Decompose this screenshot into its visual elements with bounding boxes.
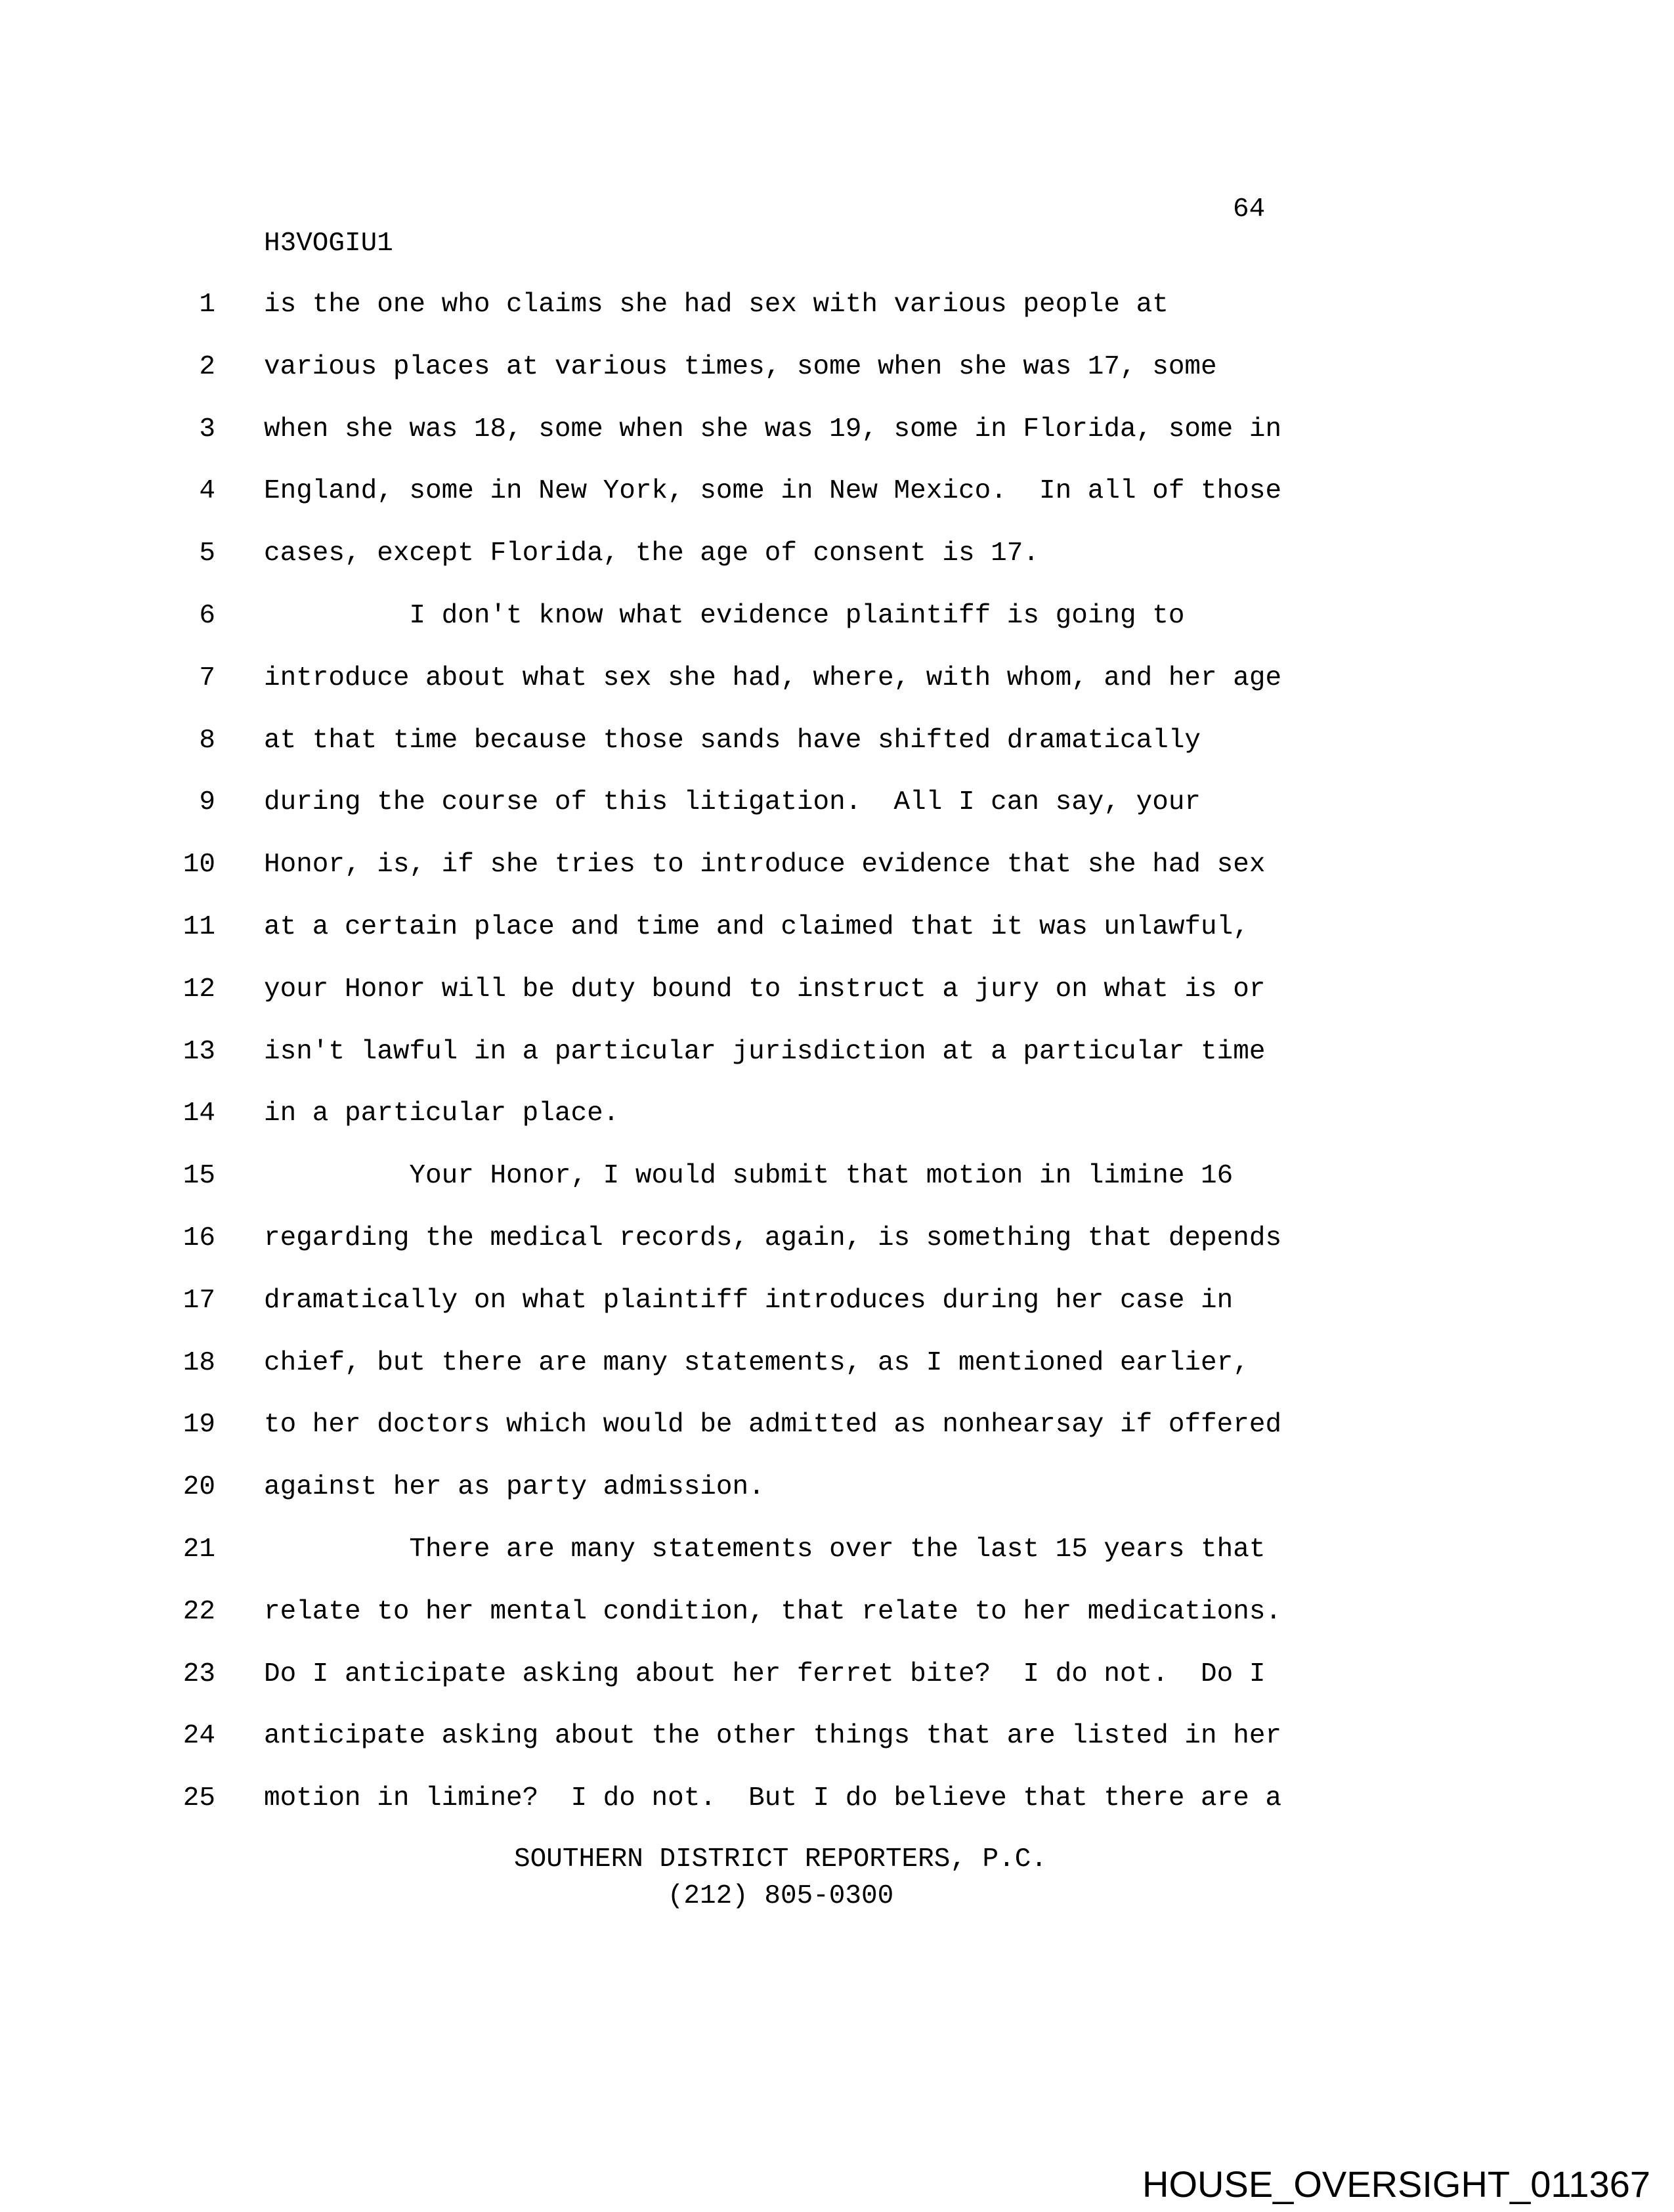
transcript-line — [0, 274, 1674, 336]
reporter-organization: SOUTHERN DISTRICT REPORTERS, P.C. — [514, 1844, 1047, 1875]
transcript-line — [0, 896, 1674, 959]
line-text: England, some in New York, some in New Mexico. In all of those — [264, 476, 1282, 507]
line-text: I don't know what evidence plaintiff is going to — [264, 600, 1185, 631]
line-text: introduce about what sex she had, where, with whom, and her age — [264, 662, 1282, 693]
line-text: at that time because those sands have shifted dramatically — [264, 725, 1201, 756]
line-number: 9 — [199, 787, 215, 818]
line-number: 11 — [182, 911, 215, 942]
line-text: at a certain place and time and claimed that it was unlawful, — [264, 911, 1249, 942]
line-text: Your Honor, I would submit that motion in limine 16 — [264, 1161, 1234, 1192]
line-number: 2 — [199, 351, 215, 382]
bates-stamp: HOUSE_OVERSIGHT_011367 — [1142, 2163, 1650, 2205]
line-number: 4 — [199, 476, 215, 507]
transcript-session-id: H3VOGIU1 — [264, 228, 393, 259]
transcript-body — [0, 274, 1674, 1830]
line-number: 13 — [182, 1036, 215, 1067]
transcript-line — [0, 523, 1674, 585]
line-text: cases, except Florida, the age of consent is 17. — [264, 538, 1039, 569]
line-text: to her doctors which would be admitted as nonhearsay if offered — [264, 1410, 1282, 1441]
line-text: dramatically on what plaintiff introduces during her case in — [264, 1285, 1234, 1316]
line-text: chief, but there are many statements, as I mentioned earlier, — [264, 1347, 1249, 1378]
transcript-line — [0, 1643, 1674, 1706]
line-number: 18 — [182, 1347, 215, 1378]
transcript-line — [0, 1767, 1674, 1830]
line-number: 7 — [199, 662, 215, 693]
line-text: your Honor will be duty bound to instruct a jury on what is or — [264, 974, 1266, 1005]
line-number: 3 — [199, 414, 215, 445]
line-number: 1 — [199, 290, 215, 320]
line-number: 21 — [182, 1534, 215, 1565]
transcript-line — [0, 1145, 1674, 1207]
transcript-line — [0, 1270, 1674, 1332]
transcript-line — [0, 1581, 1674, 1643]
reporter-footer — [264, 1841, 1297, 1915]
line-number: 25 — [182, 1783, 215, 1814]
transcript-line — [0, 710, 1674, 772]
line-text: Do I anticipate asking about her ferret bite? I do not. Do I — [264, 1659, 1266, 1689]
line-number: 20 — [182, 1472, 215, 1503]
page-number: 64 — [1233, 194, 1266, 225]
line-text: in a particular place. — [264, 1098, 620, 1129]
line-text: Honor, is, if she tries to introduce evidence that she had sex — [264, 850, 1266, 880]
line-text: relate to her mental condition, that relate to her medications. — [264, 1596, 1282, 1627]
transcript-line — [0, 1394, 1674, 1456]
transcript-line — [0, 1705, 1674, 1767]
line-number: 5 — [199, 538, 215, 569]
line-text: motion in limine? I do not. But I do believe that there are a — [264, 1783, 1282, 1814]
line-text: is the one who claims she had sex with various people at — [264, 290, 1169, 320]
line-number: 17 — [182, 1285, 215, 1316]
line-number: 6 — [199, 600, 215, 631]
transcript-line — [0, 834, 1674, 896]
line-number: 19 — [182, 1410, 215, 1441]
transcript-line — [0, 460, 1674, 523]
line-text: isn't lawful in a particular jurisdiction at a particular time — [264, 1036, 1266, 1067]
line-number: 24 — [182, 1721, 215, 1752]
transcript-line — [0, 1332, 1674, 1395]
line-text: various places at various times, some when she was 17, some — [264, 351, 1217, 382]
line-text: against her as party admission. — [264, 1472, 765, 1503]
line-number: 12 — [182, 974, 215, 1005]
line-text: anticipate asking about the other things that are listed in her — [264, 1721, 1282, 1752]
line-number: 15 — [182, 1161, 215, 1192]
line-text: when she was 18, some when she was 19, some in Florida, some in — [264, 414, 1282, 445]
transcript-line — [0, 1021, 1674, 1083]
transcript-line — [0, 1456, 1674, 1519]
transcript-line — [0, 771, 1674, 834]
transcript-line — [0, 647, 1674, 710]
line-text: regarding the medical records, again, is something that depends — [264, 1223, 1282, 1253]
line-number: 8 — [199, 725, 215, 756]
line-number: 22 — [182, 1596, 215, 1627]
line-number: 23 — [182, 1659, 215, 1689]
transcript-line — [0, 336, 1674, 399]
transcript-line — [0, 1519, 1674, 1581]
transcript-line — [0, 959, 1674, 1021]
transcript-line — [0, 585, 1674, 647]
line-text: during the course of this litigation. All I can say, your — [264, 787, 1201, 818]
reporter-phone: (212) 805-0300 — [667, 1881, 894, 1911]
line-text: There are many statements over the last 15 years that — [264, 1534, 1266, 1565]
line-number: 14 — [182, 1098, 215, 1129]
transcript-line — [0, 399, 1674, 461]
transcript-line — [0, 1083, 1674, 1145]
line-number: 16 — [182, 1223, 215, 1253]
line-number: 10 — [182, 850, 215, 880]
transcript-line — [0, 1207, 1674, 1270]
